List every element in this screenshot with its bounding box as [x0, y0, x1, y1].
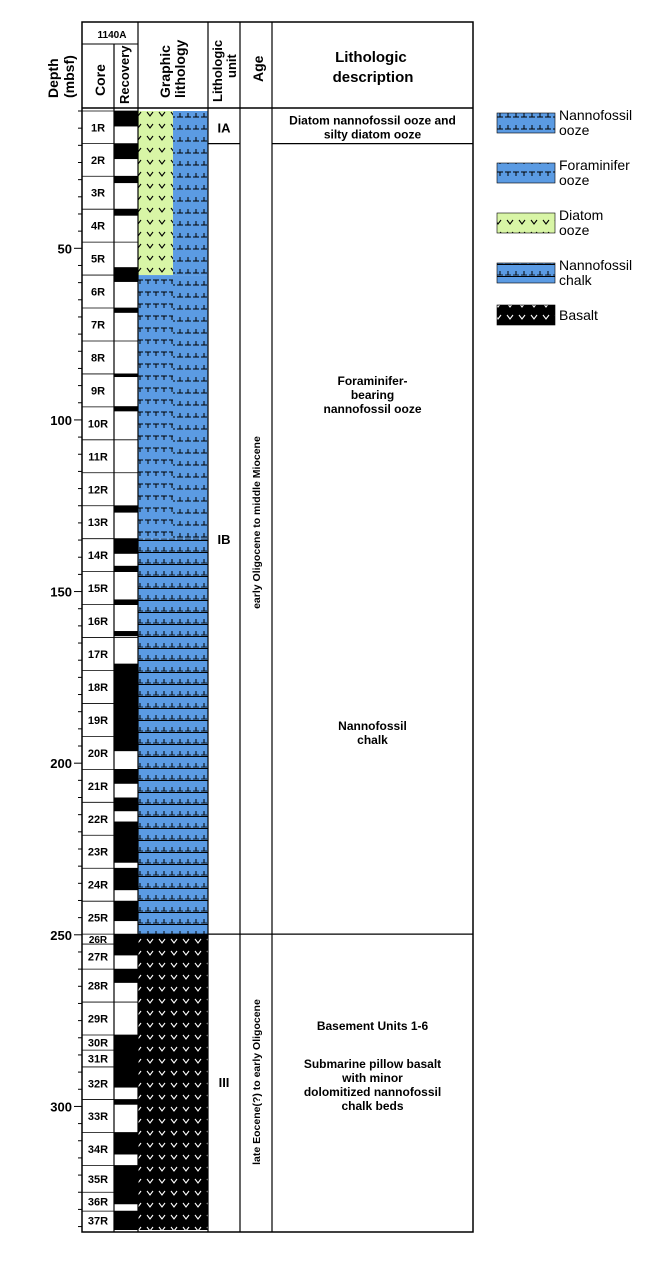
age-header: Age	[250, 55, 266, 82]
description-line: Nannofossil	[338, 719, 407, 733]
description-line: Submarine pillow basalt	[303, 1057, 442, 1071]
core-label: 6R	[90, 286, 106, 299]
recovery-bar	[114, 703, 138, 736]
depth-tick-label: 50	[57, 241, 72, 257]
recovery-bar	[114, 1165, 138, 1192]
legend-swatch	[497, 213, 555, 233]
core-label: 4R	[90, 220, 106, 233]
description-chalk	[338, 719, 407, 747]
recovery-bar	[114, 1211, 138, 1230]
depth-tick-label: 250	[50, 927, 72, 943]
description-line: Diatom nannofossil ooze and	[289, 113, 456, 128]
core-label: 32R	[87, 1078, 109, 1091]
lithology-foraminifer-ooze	[138, 275, 173, 539]
legend-item	[497, 107, 632, 138]
core-label: 31R	[87, 1053, 109, 1066]
description-basalt	[304, 1057, 441, 1113]
recovery-bar	[114, 868, 138, 890]
age-label: late Eocene(?) to early Oligocene	[251, 999, 263, 1165]
legend-swatch	[497, 263, 555, 283]
legend-item	[497, 257, 632, 288]
lithology-basalt	[138, 934, 208, 1230]
recovery-bar	[114, 835, 138, 862]
recovery-bar	[114, 144, 138, 159]
recovery-bar	[114, 934, 138, 944]
core-label: 18R	[87, 681, 109, 694]
recovery-bar	[114, 802, 138, 811]
descriptions	[289, 113, 456, 1113]
lithology-diatom-ooze	[138, 111, 173, 275]
description-basement-title	[317, 1019, 429, 1033]
core-label: 13R	[87, 517, 109, 530]
recovery-bar	[114, 566, 138, 572]
core-label: 28R	[87, 980, 109, 993]
legend-label	[559, 157, 630, 188]
recovery-bar	[114, 969, 138, 983]
legend-swatch	[497, 113, 555, 133]
core-label: 35R	[87, 1173, 109, 1186]
core-label: 15R	[87, 583, 109, 596]
recovery-bar	[114, 944, 138, 955]
recovery-bar	[114, 822, 138, 836]
core-label: 26R	[88, 935, 108, 947]
legend-item	[497, 305, 598, 325]
legend-label	[559, 207, 603, 238]
core-label: 22R	[87, 813, 109, 826]
recovery-bar	[114, 1192, 138, 1204]
description-line: dolomitized nannofossil	[303, 1085, 442, 1099]
lithology-nannofossil-ooze	[173, 275, 208, 539]
core-label: 3R	[90, 187, 106, 200]
recovery-bar	[114, 275, 138, 282]
core-label: 27R	[87, 951, 109, 964]
core-label: 16R	[87, 616, 109, 629]
recovery-bar	[114, 736, 138, 751]
core-header: Core	[92, 64, 108, 96]
recovery-bar	[114, 1100, 138, 1105]
core-label: 12R	[87, 484, 109, 497]
description-unit-ia	[289, 113, 456, 141]
core-label: 25R	[87, 912, 109, 925]
column-headers	[45, 30, 413, 104]
core-label: 5R	[90, 253, 106, 266]
legend-swatch	[497, 163, 555, 183]
depth-tick-label: 300	[50, 1099, 72, 1115]
core-labels	[88, 122, 108, 1227]
unit-label: IB	[217, 531, 231, 547]
recovery-bar	[114, 374, 138, 377]
recovery-header: Recovery	[117, 45, 132, 104]
legend-label-line: Nannofossil	[559, 257, 633, 273]
recovery-bar	[114, 506, 138, 513]
recovery-bar	[114, 599, 138, 604]
depth-header: Depth (mbsf)	[45, 55, 77, 98]
core-label: 34R	[87, 1143, 109, 1156]
description-foram-ooze	[323, 374, 421, 416]
lithology-chalk	[138, 539, 208, 934]
core-label: 21R	[87, 780, 109, 793]
recovery-bar	[114, 209, 138, 216]
core-label: 33R	[87, 1111, 109, 1124]
description-line: bearing	[350, 388, 395, 402]
graphic-lithology-header: Graphic lithology	[157, 39, 188, 98]
lithology-nannofossil-ooze	[173, 111, 208, 275]
core-label: 29R	[87, 1013, 109, 1026]
core-label: 14R	[87, 550, 109, 563]
core-label: 37R	[87, 1215, 109, 1228]
description-line: nannofossil ooze	[323, 402, 422, 416]
depth-tick-label: 150	[50, 584, 72, 600]
legend-label-line: Diatom	[559, 207, 604, 223]
description-line: Basement Units 1-6	[316, 1019, 429, 1033]
description-header: Lithologic description	[332, 49, 414, 86]
core-label: 36R	[87, 1196, 109, 1209]
legend-item	[497, 207, 603, 238]
legend-label-line: ooze	[559, 222, 590, 238]
recovery-bar	[114, 267, 138, 275]
description-line: chalk beds	[341, 1099, 404, 1113]
core-label: 20R	[87, 747, 109, 760]
recovery-bar	[114, 901, 138, 921]
depth-tick-label: 100	[50, 412, 72, 428]
description-line: silty diatom ooze	[323, 127, 422, 142]
recovery-bar	[114, 671, 138, 704]
recovery-bar	[114, 308, 138, 313]
recovery-bar	[114, 111, 138, 126]
recovery-bar	[114, 769, 138, 783]
legend-label	[559, 107, 632, 138]
hole-label: 1140A	[97, 30, 127, 41]
core-label: 7R	[90, 319, 106, 332]
core-label: 10R	[87, 418, 109, 431]
recovery-bar	[114, 1067, 138, 1088]
core-label: 8R	[90, 352, 106, 365]
core-label: 17R	[87, 649, 109, 662]
recovery-bar	[114, 539, 138, 554]
legend-label-line: Nannofossil	[559, 107, 633, 123]
age-label: early Oligocene to middle Miocene	[251, 436, 263, 609]
core-label: 30R	[87, 1037, 109, 1050]
legend-label-line: Foraminifer	[559, 157, 630, 173]
core-label: 9R	[90, 385, 106, 398]
depth-tick-label: 200	[50, 756, 72, 772]
legend-label-line: ooze	[559, 122, 590, 138]
recovery-bar	[114, 176, 138, 183]
description-line: Foraminifer-	[337, 374, 408, 388]
unit-label: IA	[217, 120, 231, 136]
recovery-bar	[114, 798, 138, 803]
legend	[497, 107, 632, 325]
core-label: 2R	[90, 154, 106, 167]
legend-label-line: Basalt	[559, 307, 598, 323]
core-label: 19R	[87, 714, 109, 727]
unit-label: III	[218, 1075, 230, 1091]
core-label: 1R	[90, 122, 106, 135]
depth-axis	[50, 111, 82, 1227]
legend-label-line: chalk	[559, 272, 592, 288]
recovery-bar	[114, 1035, 138, 1050]
legend-label	[559, 307, 598, 323]
core-label: 24R	[87, 879, 109, 892]
recovery-bar	[114, 1133, 138, 1155]
core-label: 11R	[88, 451, 108, 464]
description-line: with minor	[342, 1071, 403, 1085]
lithologic-unit-header: Lithologic unit	[210, 39, 239, 102]
description-line: chalk	[357, 733, 388, 747]
legend-item	[497, 157, 630, 188]
legend-swatch	[497, 305, 555, 325]
recovery-bar	[114, 631, 138, 636]
legend-label-line: ooze	[559, 172, 590, 188]
recovery-bar	[114, 1050, 138, 1067]
legend-label	[559, 257, 632, 288]
core-label: 23R	[87, 846, 109, 859]
